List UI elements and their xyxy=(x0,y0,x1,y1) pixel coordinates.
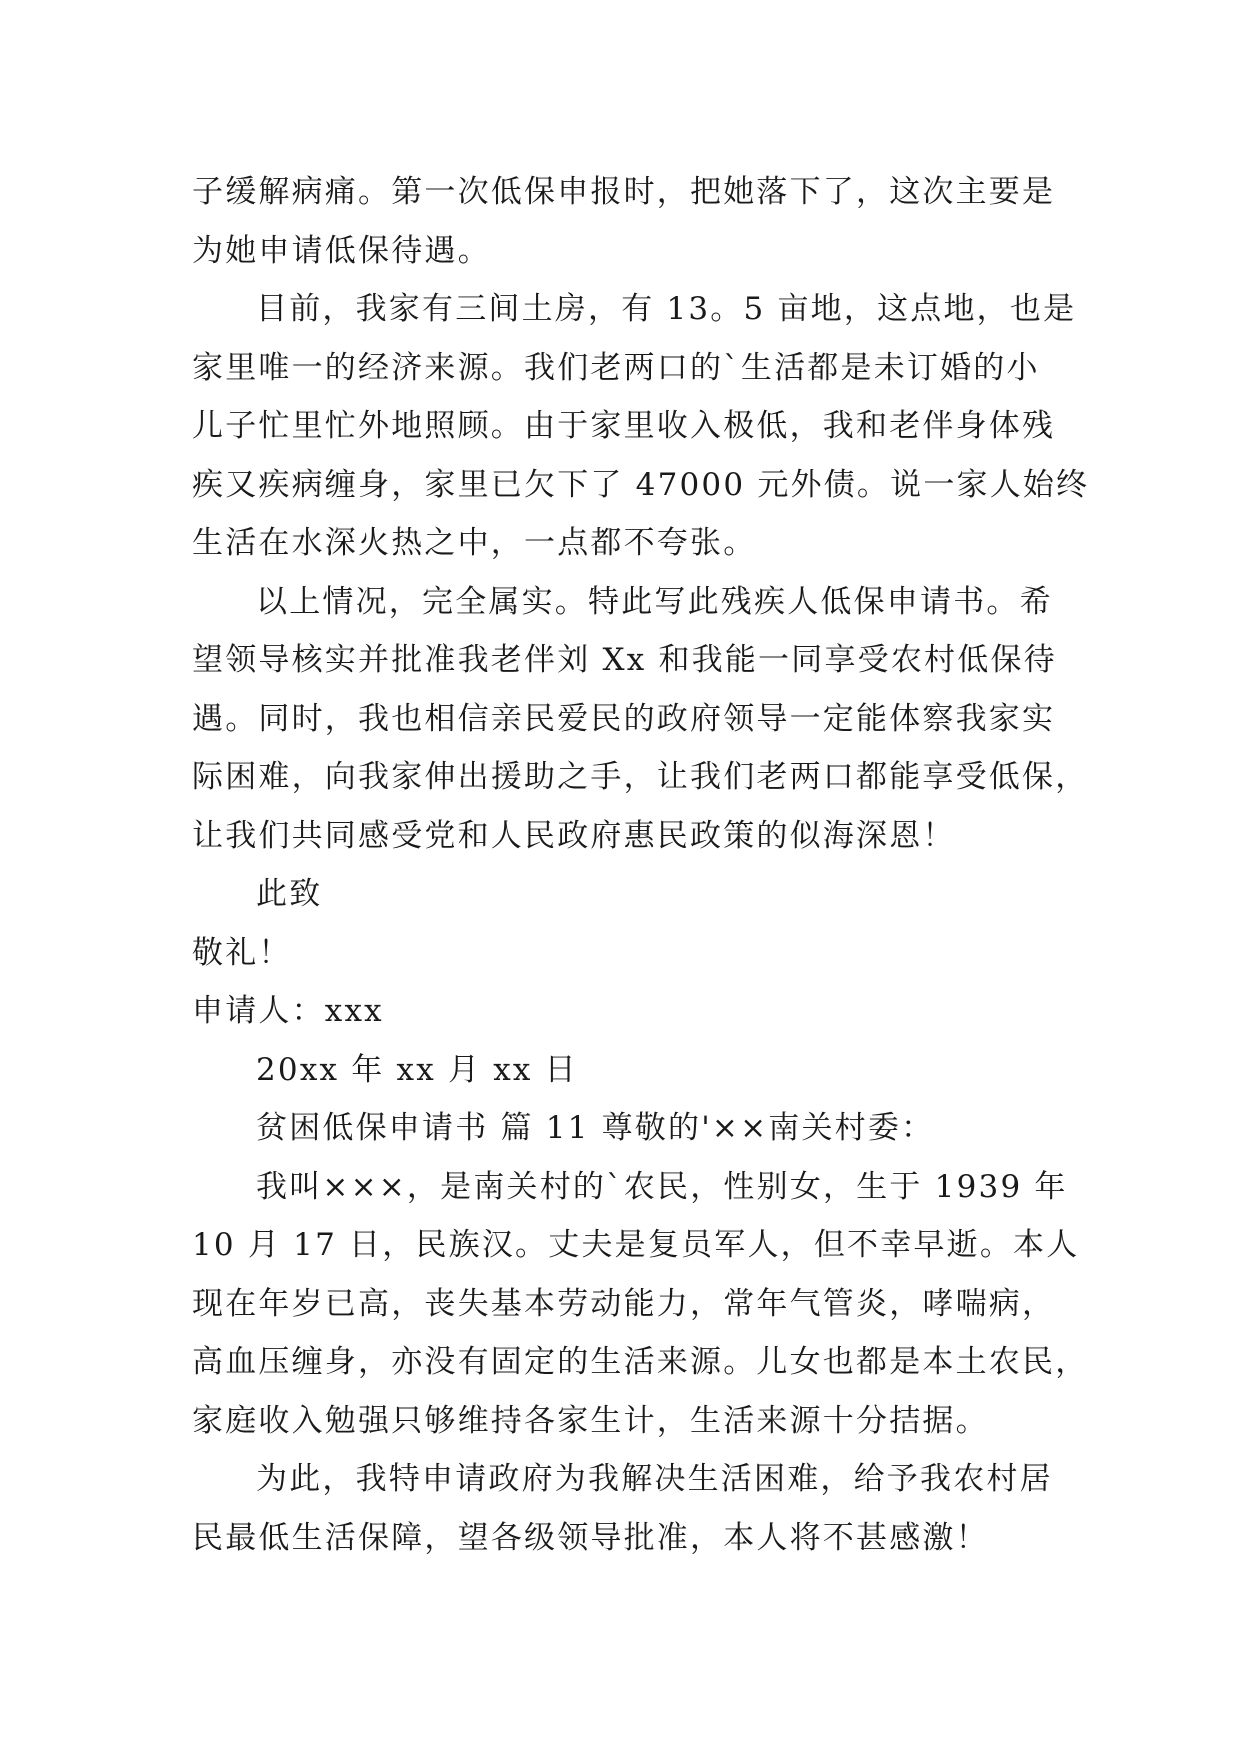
paragraph-start-line: 为此，我特申请政府为我解决生活困难，给予我农村居 xyxy=(256,1461,1053,1497)
paragraph-start-line: 以上情况，完全属实。特此写此残疾人低保申请书。希 xyxy=(256,583,1053,620)
text-line: 生活在水深火热之中，一点都不夸张。 xyxy=(192,525,757,561)
letter-date: 20xx 年 xx 月 xx 日 xyxy=(256,1051,578,1088)
section-heading: 贫困低保申请书 篇 11 尊敬的'××南关村委： xyxy=(256,1110,935,1146)
text-line: 疾又疾病缠身，家里已欠下了 47000 元外债。说一家人始终 xyxy=(192,466,1090,503)
paragraph-start-line: 目前，我家有三间土房，有 13。5 亩地，这点地，也是 xyxy=(256,291,1077,327)
text-line: 望领导核实并批准我老伴刘 Xx 和我能一同享受农村低保待 xyxy=(192,642,1057,678)
text-line: 高血压缠身，亦没有固定的生活来源。儿女也都是本土农民， xyxy=(192,1344,1089,1380)
text-line: 民最低生活保障，望各级领导批准，本人将不甚感激！ xyxy=(192,1519,989,1556)
text-line: 现在年岁已高，丧失基本劳动能力，常年气管炎，哮喘病， xyxy=(192,1285,1056,1322)
text-line: 际困难，向我家伸出援助之手，让我们老两口都能享受低保， xyxy=(192,759,1089,795)
text-line: 让我们共同感受党和人民政府惠民政策的似海深恩！ xyxy=(192,817,956,854)
applicant-signature: 申请人：xxx xyxy=(192,993,384,1029)
paragraph-start-line: 我叫×××，是南关村的`农民，性别女，生于 1939 年 xyxy=(256,1168,1068,1205)
closing-salutation: 此致 xyxy=(256,876,323,912)
text-line: 10 月 17 日，民族汉。丈夫是复员军人，但不幸早逝。本人 xyxy=(192,1227,1080,1263)
text-line: 为她申请低保待遇。 xyxy=(192,232,491,269)
text-line: 家里唯一的经济来源。我们老两口的`生活都是未订婚的小 xyxy=(192,349,1040,386)
text-line: 儿子忙里忙外地照顾。由于家里收入极低，我和老伴身体残 xyxy=(192,408,1056,444)
text-line: 子缓解病痛。第一次低保申报时，把她落下了，这次主要是 xyxy=(192,174,1056,210)
text-line: 遇。同时，我也相信亲民爱民的政府领导一定能体察我家实 xyxy=(192,700,1056,737)
text-line: 家庭收入勉强只够维持各家生计，生活来源十分拮据。 xyxy=(192,1402,989,1439)
closing-regards: 敬礼！ xyxy=(192,934,292,971)
document-body xyxy=(192,163,1090,1567)
